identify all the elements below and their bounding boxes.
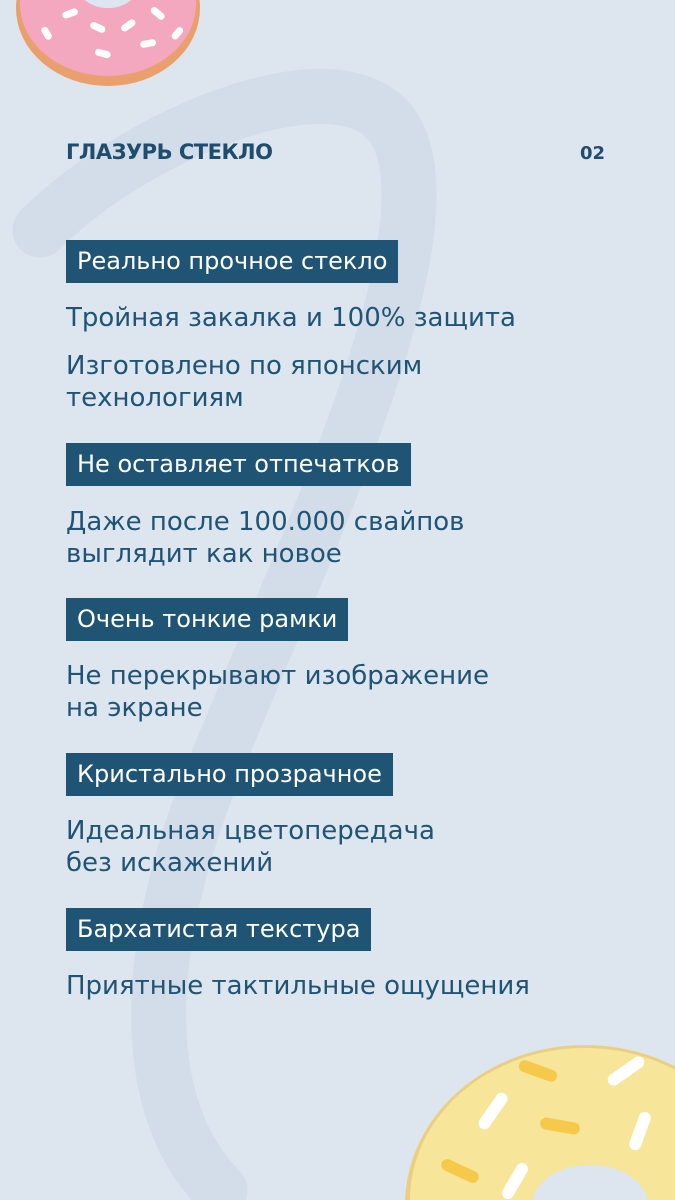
feature-description: Тройная закалка и 100% защита <box>66 303 516 333</box>
feature-description: Не перекрывают изображение на экране <box>66 661 490 723</box>
page-number: 02 <box>580 143 606 164</box>
feature-label-velvet-texture: Бархатистая текстура <box>66 908 371 951</box>
feature-label-strong-glass: Реально прочное стекло <box>66 240 398 283</box>
page-title: ГЛАЗУРЬ СТЕКЛО <box>66 140 273 164</box>
feature-description: Даже после 100.000 свайпов выглядит как новое <box>66 507 465 569</box>
feature-label-no-fingerprints: Не оставляет отпечатков <box>66 443 411 486</box>
feature-description: Изготовлено по японским технологиям <box>66 351 423 413</box>
yellow-donut-decoration <box>400 1025 675 1200</box>
feature-description: Идеальная цветопередача без искажений <box>66 816 435 878</box>
feature-label-thin-frames: Очень тонкие рамки <box>66 598 348 641</box>
feature-label-crystal-clear: Кристально прозрачное <box>66 753 393 796</box>
feature-description: Приятные тактильные ощущения <box>66 971 530 1001</box>
pink-donut-decoration <box>0 0 200 90</box>
